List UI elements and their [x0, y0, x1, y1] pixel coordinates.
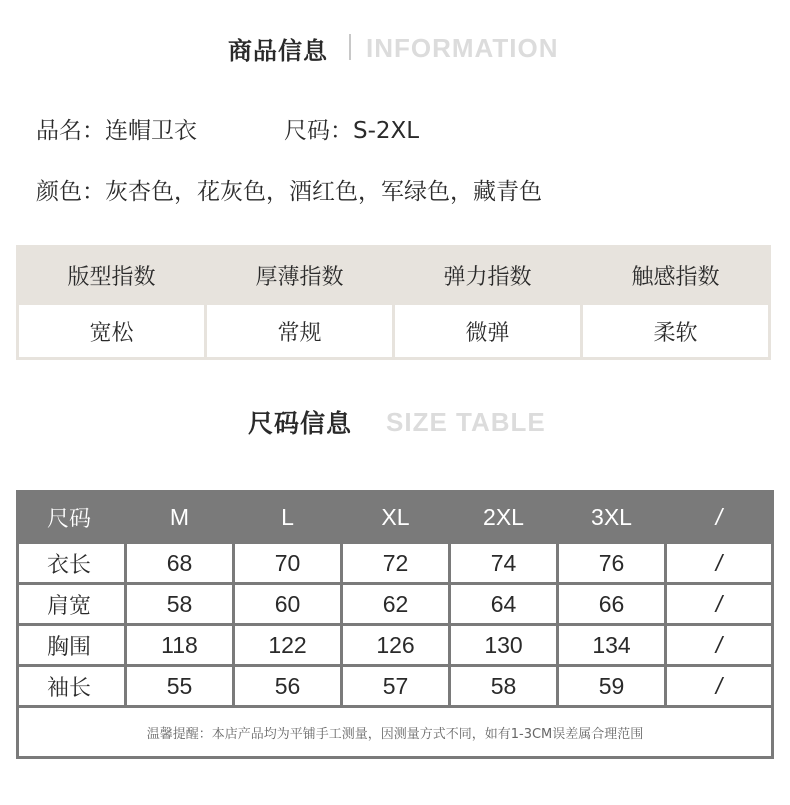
attribute-value-row [18, 304, 770, 359]
table-cell: / [666, 666, 773, 707]
table-cell: 60 [234, 584, 342, 625]
attr-value: 常规 [206, 304, 394, 359]
table-cell: 57 [342, 666, 450, 707]
table-cell: 72 [342, 543, 450, 584]
info-title-cn: 商品信息 [228, 36, 328, 65]
attr-header: 厚薄指数 [206, 247, 394, 304]
attr-value: 宽松 [18, 304, 206, 359]
row-label: 肩宽 [18, 584, 126, 625]
attr-header: 触感指数 [582, 247, 770, 304]
product-size: 尺码：S-2XL [284, 118, 420, 144]
measurement-note: 温馨提醒：本店产品均为平铺手工测量，因测量方式不同，如有1-3CM误差属合理范围 [18, 707, 773, 758]
product-name-line [36, 112, 420, 145]
size-header-label: 尺码 [18, 492, 126, 543]
attribute-table [16, 245, 771, 360]
size-title-en: SIZE TABLE [386, 406, 546, 437]
table-cell: 70 [234, 543, 342, 584]
table-row [18, 666, 773, 707]
size-header-cell: / [666, 492, 773, 543]
attr-value: 微弹 [394, 304, 582, 359]
attr-value: 柔软 [582, 304, 770, 359]
info-title-en: INFORMATION [366, 32, 559, 63]
size-table [16, 490, 774, 759]
product-colors: 颜色：灰杏色，花灰色，酒红色，军绿色，藏青色 [36, 179, 542, 205]
table-cell: / [666, 584, 773, 625]
size-title-cn: 尺码信息 [248, 409, 353, 438]
table-row [18, 584, 773, 625]
size-header-cell: XL [342, 492, 450, 543]
size-header-cell: 3XL [558, 492, 666, 543]
table-cell: 118 [126, 625, 234, 666]
table-cell: 64 [450, 584, 558, 625]
table-cell: 59 [558, 666, 666, 707]
row-label: 衣长 [18, 543, 126, 584]
table-cell: 122 [234, 625, 342, 666]
table-cell: 76 [558, 543, 666, 584]
table-cell: 56 [234, 666, 342, 707]
table-cell: 134 [558, 625, 666, 666]
table-row [18, 625, 773, 666]
row-label: 袖长 [18, 666, 126, 707]
table-row [18, 543, 773, 584]
info-section-title [0, 28, 790, 68]
size-header-row [18, 492, 773, 543]
table-cell: 74 [450, 543, 558, 584]
table-cell: 68 [126, 543, 234, 584]
attr-header: 版型指数 [18, 247, 206, 304]
table-cell: / [666, 543, 773, 584]
table-cell: / [666, 625, 773, 666]
table-cell: 62 [342, 584, 450, 625]
attribute-header-row [18, 247, 770, 304]
table-cell: 55 [126, 666, 234, 707]
table-cell: 58 [126, 584, 234, 625]
table-cell: 130 [450, 625, 558, 666]
size-header-cell: 2XL [450, 492, 558, 543]
table-cell: 66 [558, 584, 666, 625]
title-divider [349, 34, 351, 60]
row-label: 胸围 [18, 625, 126, 666]
note-row [18, 707, 773, 758]
size-header-cell: M [126, 492, 234, 543]
size-header-cell: L [234, 492, 342, 543]
product-name: 品名：连帽卫衣 [36, 118, 197, 144]
table-cell: 58 [450, 666, 558, 707]
attr-header: 弹力指数 [394, 247, 582, 304]
table-cell: 126 [342, 625, 450, 666]
size-section-title [0, 402, 790, 442]
